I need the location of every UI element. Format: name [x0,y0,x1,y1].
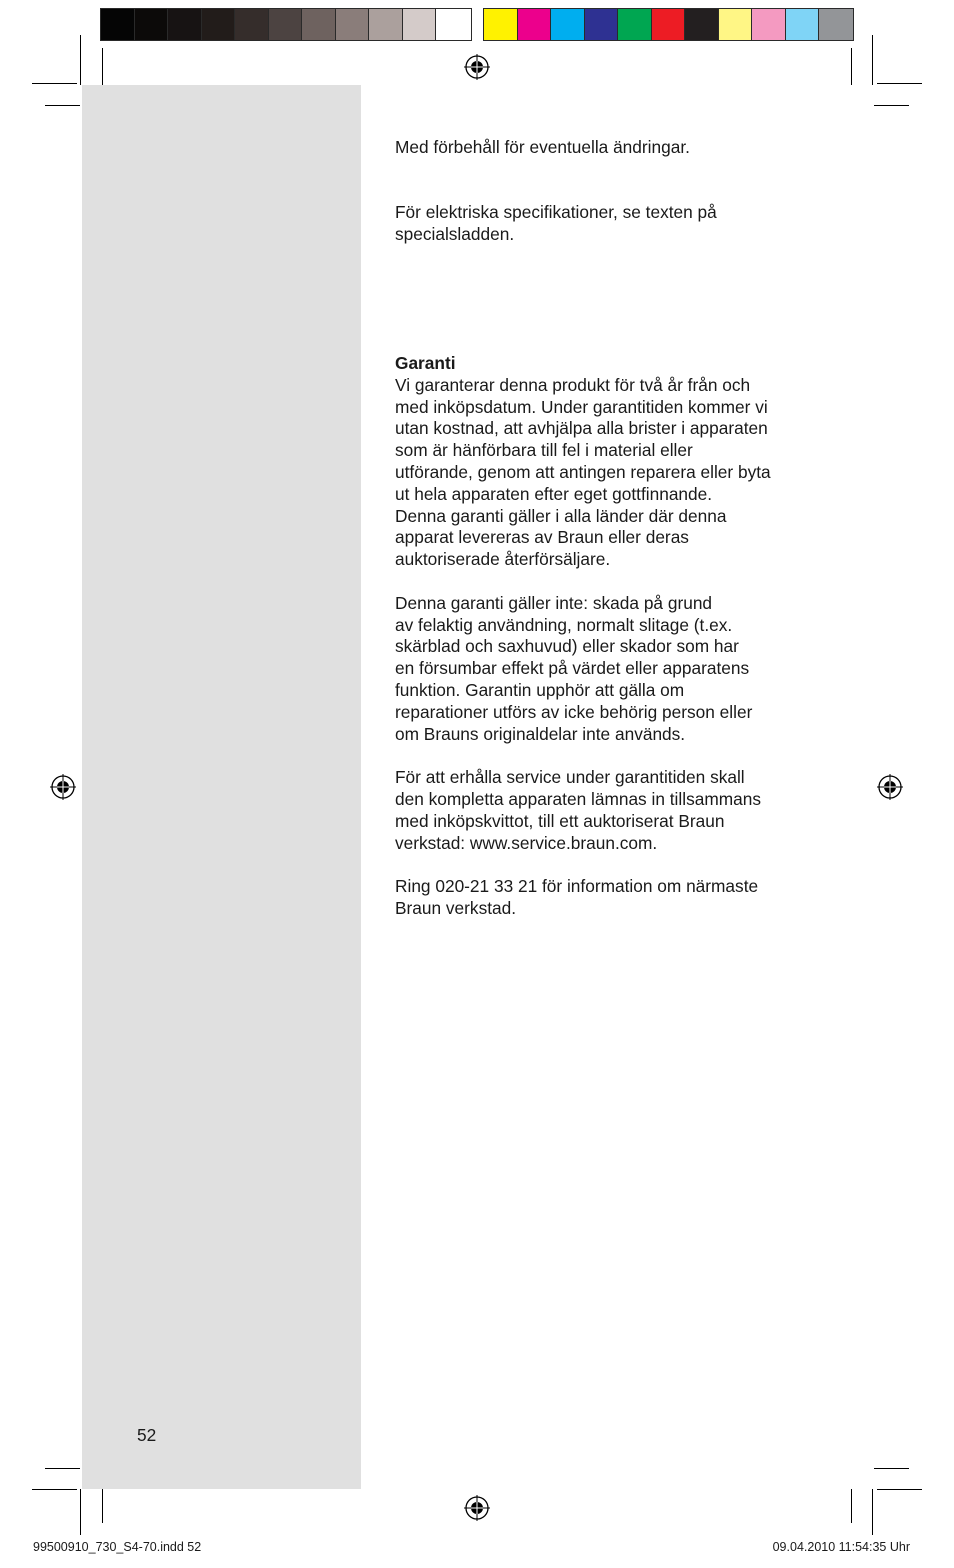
crop-mark [32,83,77,84]
registration-mark-icon [877,774,903,800]
crop-mark [32,1489,77,1490]
margin-panel [82,85,361,1489]
changes-note [395,137,825,159]
text-line: av felaktig användning, normalt slitage (t.ex. [395,614,733,635]
crop-mark [102,48,103,85]
crop-mark [851,1489,852,1523]
warranty-paragraph-3 [395,767,825,854]
text-line: den kompletta apparaten lämnas in tillsammans [395,788,761,809]
note-text: Med förbehåll för eventuella ändringar. [395,137,690,157]
crop-mark [874,105,909,106]
registration-mark-icon [464,54,490,80]
text-line: Braun verkstad. [395,897,517,918]
text-line: Ring 020-21 33 21 för information om närmaste [395,876,759,897]
process-color-bar [483,8,854,41]
electrical-line: För elektriska specifikationer, se texten på [395,202,717,222]
slug-timestamp: 09.04.2010 11:54:35 Uhr [772,1540,910,1554]
text-line: utförande, genom att antingen reparera eller byta [395,461,771,482]
color-swatch [786,9,820,40]
text-line: Denna garanti gäller inte: skada på grund [395,592,713,613]
text-line: Vi garanterar denna produkt för två år från och [395,374,751,395]
crop-mark [102,1489,103,1523]
crop-mark [872,1489,873,1535]
crop-mark [851,48,852,85]
color-swatch [336,9,370,40]
text-line: en försumbar effekt på värdet eller apparatens [395,658,750,679]
color-swatch [202,9,236,40]
text-line: skärblad och saxhuvud) eller skador som har [395,636,739,657]
color-swatch [369,9,403,40]
text-line: verkstad: www.service.braun.com. [395,832,658,853]
registration-mark-icon [50,774,76,800]
warranty-section [395,353,825,920]
color-swatch [685,9,719,40]
text-line: Denna garanti gäller i alla länder där denna [395,505,727,526]
color-swatch [235,9,269,40]
text-line: funktion. Garantin upphör att gälla om [395,679,685,700]
text-line: som är hänförbara till fel i material eller [395,440,693,461]
warranty-paragraph-1 [395,375,825,571]
color-swatch [101,9,135,40]
color-swatch [518,9,552,40]
text-line: För att erhålla service under garantitiden skall [395,767,745,788]
text-line: om Brauns originaldelar inte används. [395,723,686,744]
registration-mark-icon [464,1495,490,1521]
crop-mark [877,83,922,84]
text-line: ut hela apparaten efter eget gottfinnande. [395,483,713,504]
color-swatch [618,9,652,40]
color-swatch [135,9,169,40]
color-swatch [484,9,518,40]
electrical-line: specialsladden. [395,223,515,244]
crop-mark [80,1489,81,1535]
color-swatch [652,9,686,40]
crop-mark [872,35,873,85]
page-number: 52 [137,1425,157,1445]
color-swatch [585,9,619,40]
color-swatch [403,9,437,40]
gray-color-bar [100,8,472,41]
slug-filename: 99500910_730_S4-70.indd 52 [33,1540,202,1554]
crop-mark [874,1468,909,1469]
color-swatch [302,9,336,40]
color-swatch [719,9,753,40]
warranty-paragraph-2 [395,593,825,746]
text-line: reparationer utförs av icke behörig person eller [395,701,753,722]
crop-mark [877,1489,922,1490]
color-swatch [752,9,786,40]
warranty-heading: Garanti [395,353,456,373]
color-swatch [436,9,470,40]
color-swatch [269,9,303,40]
text-line: med inköpskvittot, till ett auktoriserat Braun [395,810,725,831]
text-line: utan kostnad, att avhjälpa alla brister i apparaten [395,418,768,439]
text-line: med inköpsdatum. Under garantitiden kommer vi [395,396,768,417]
crop-mark [45,1468,80,1469]
electrical-note [395,202,825,246]
color-swatch [551,9,585,40]
text-line: apparat levereras av Braun eller deras [395,527,689,548]
color-swatch [819,9,853,40]
text-line: auktoriserade återförsäljare. [395,549,611,570]
color-swatch [168,9,202,40]
warranty-paragraph-4 [395,876,825,920]
crop-mark [80,35,81,85]
crop-mark [45,105,80,106]
